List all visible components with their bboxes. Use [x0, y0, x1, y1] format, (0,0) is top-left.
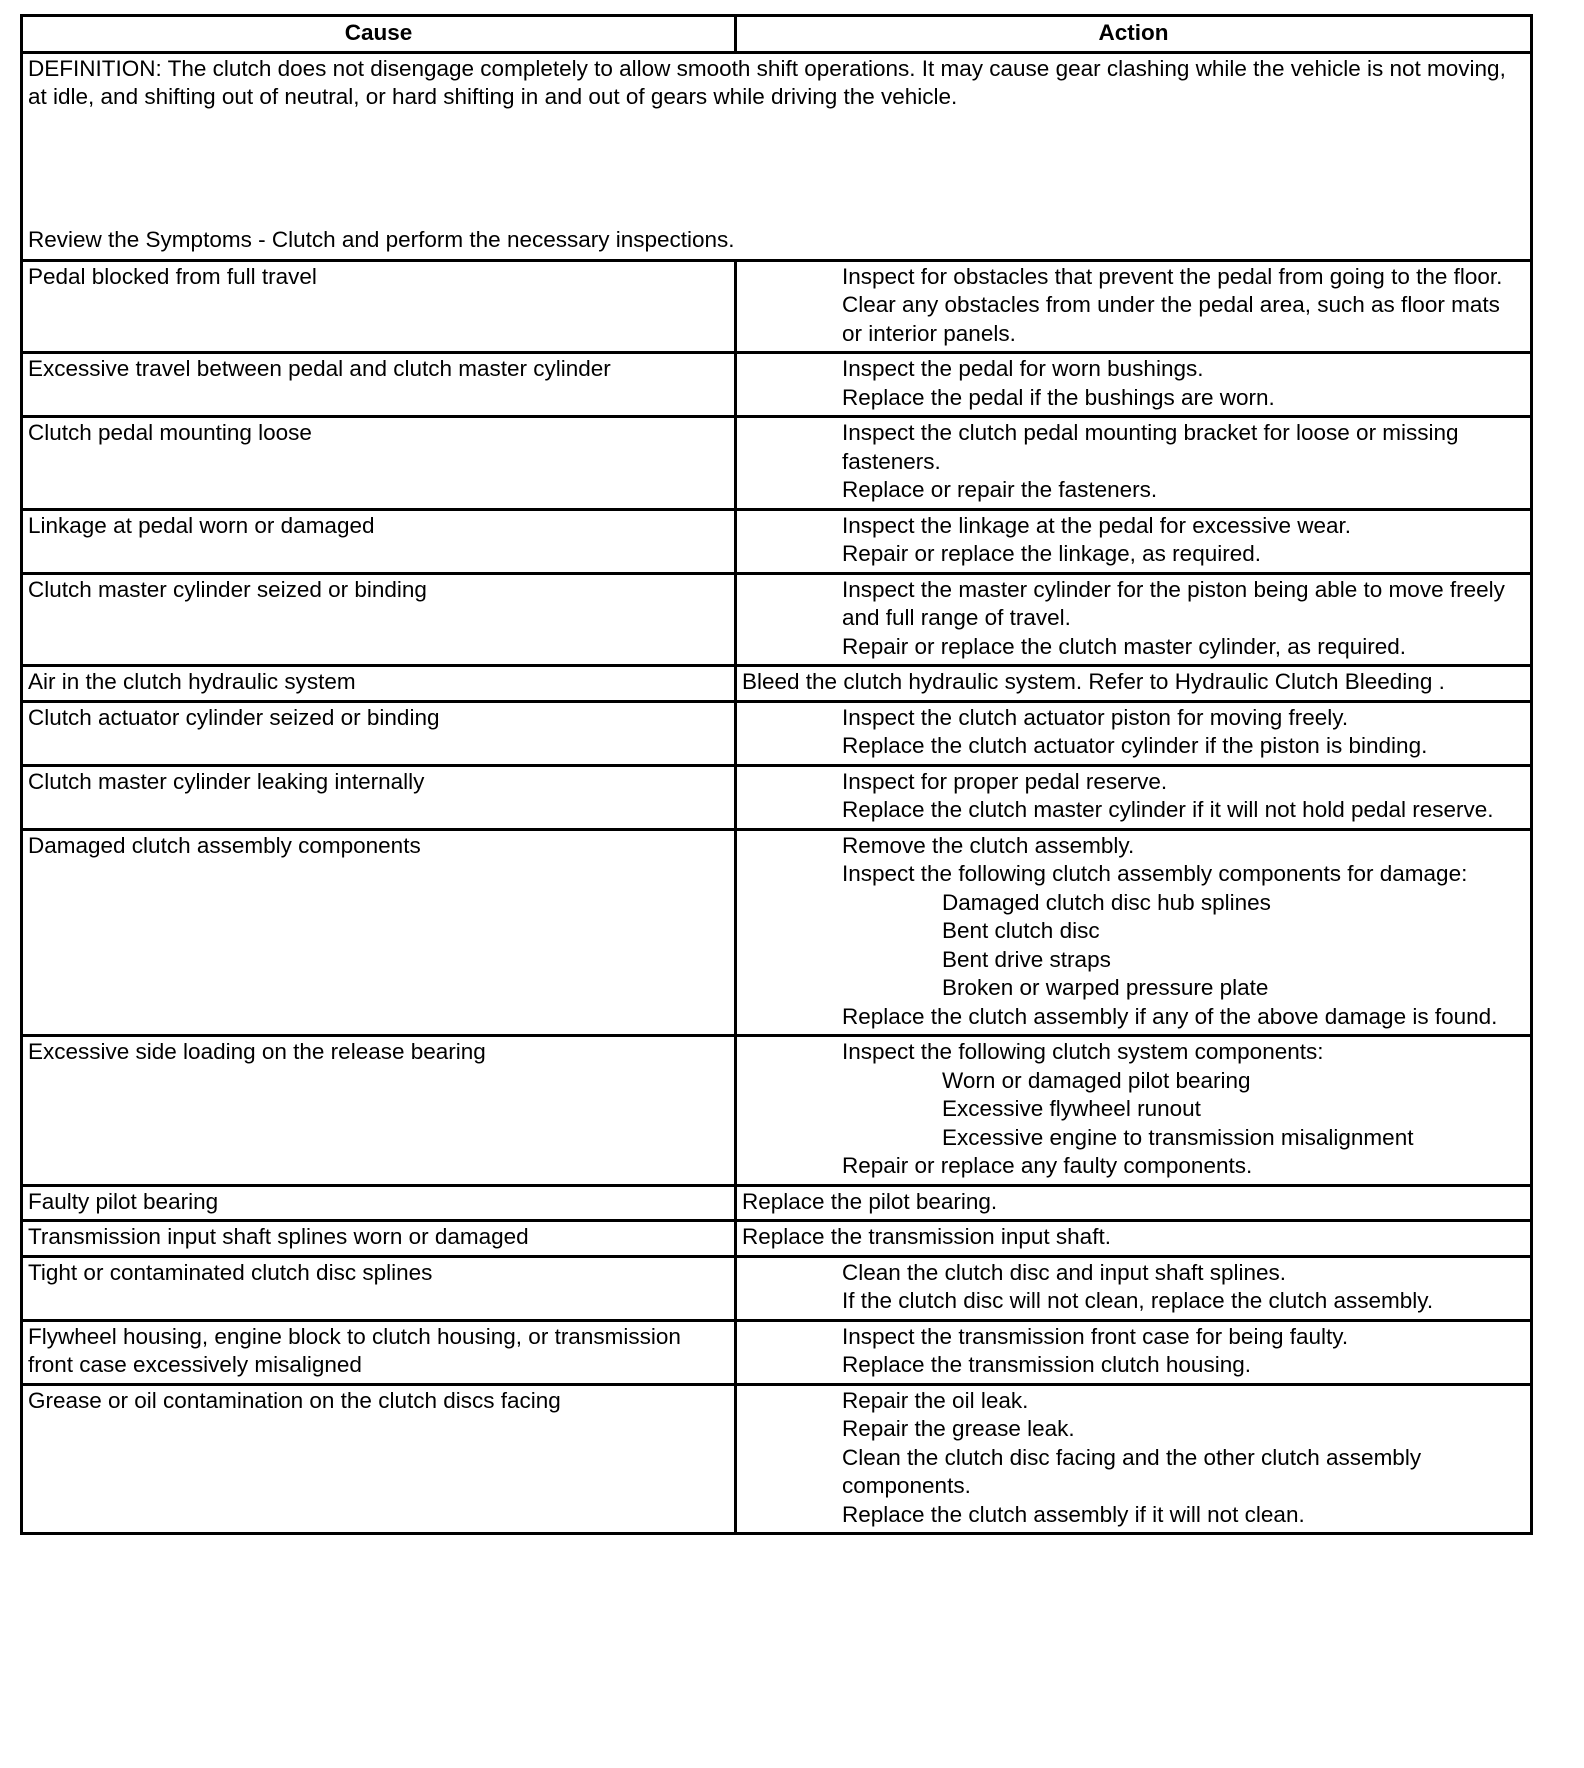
action-step: Clear any obstacles from under the pedal area, such as floor mats or interior panels.: [842, 292, 1500, 346]
action-cell: [736, 417, 1532, 510]
action-subitem: Damaged clutch disc hub splines: [942, 889, 1271, 915]
action-step: Inspect the following clutch assembly components for damage:: [842, 861, 1468, 886]
action-cell: [736, 260, 1532, 353]
action-step: Inspect the transmission front case for being faulty.: [842, 1323, 1349, 1349]
action-step: Inspect the clutch actuator piston for moving freely.: [842, 704, 1349, 730]
action-step: Remove the clutch assembly.: [842, 832, 1135, 858]
table-row: [22, 666, 1532, 702]
action-step: Inspect for obstacles that prevent the pedal from going to the floor.: [842, 263, 1503, 289]
action-cell: [736, 666, 1532, 702]
cause-cell: Clutch pedal mounting loose: [22, 417, 736, 510]
cause-cell: Transmission input shaft splines worn or damaged: [22, 1221, 736, 1257]
action-cell: [736, 509, 1532, 573]
cause-cell: Flywheel housing, engine block to clutch housing, or transmission front case excessively misaligned: [22, 1320, 736, 1384]
table-row: [22, 829, 1532, 1036]
action-step: Repair the oil leak.: [842, 1387, 1029, 1413]
table-row: [22, 509, 1532, 573]
action-subitem: Excessive flywheel runout: [942, 1096, 1201, 1121]
cause-cell: Excessive side loading on the release bearing: [22, 1036, 736, 1186]
action-subitem: Broken or warped pressure plate: [942, 975, 1269, 1000]
cause-cell: Air in the clutch hydraulic system: [22, 666, 736, 702]
table-row: [22, 1320, 1532, 1384]
table-row: [22, 701, 1532, 765]
cause-cell: Clutch master cylinder leaking internally: [22, 765, 736, 829]
action-step: Bleed the clutch hydraulic system. Refer to Hydraulic Clutch Bleeding .: [742, 669, 1445, 694]
action-step: Replace the clutch assembly if any of the above damage is found.: [842, 1003, 1498, 1029]
action-step: Replace or repair the fasteners.: [842, 477, 1158, 502]
action-step: Replace the clutch actuator cylinder if the piston is binding.: [842, 733, 1428, 758]
action-step: Inspect the master cylinder for the piston being able to move freely and full range of travel.: [842, 576, 1505, 630]
cause-cell: Grease or oil contamination on the clutch discs facing: [22, 1384, 736, 1534]
action-cell: [736, 701, 1532, 765]
action-step: Clean the clutch disc and input shaft splines.: [842, 1259, 1287, 1285]
table-row: [22, 260, 1532, 353]
table-row: [22, 417, 1532, 510]
cause-cell: Pedal blocked from full travel: [22, 260, 736, 353]
action-cell: [736, 573, 1532, 666]
action-cell: [736, 1036, 1532, 1186]
action-cell: [736, 353, 1532, 417]
table-row: [22, 1036, 1532, 1186]
action-step: Inspect the clutch pedal mounting bracket for loose or missing fasteners.: [842, 420, 1459, 474]
cause-cell: Faulty pilot bearing: [22, 1185, 736, 1221]
action-step: Replace the clutch assembly if it will not clean.: [842, 1501, 1305, 1527]
action-step: Replace the clutch master cylinder if it will not hold pedal reserve.: [842, 797, 1494, 822]
header-row: [22, 16, 1532, 53]
definition-cell: [22, 52, 1532, 260]
table-row: [22, 1256, 1532, 1320]
action-step: Inspect the pedal for worn bushings.: [842, 356, 1204, 381]
action-cell: [736, 829, 1532, 1036]
table-row: [22, 765, 1532, 829]
table-row: [22, 353, 1532, 417]
action-step: Inspect the linkage at the pedal for excessive wear.: [842, 512, 1352, 538]
action-header: Action: [736, 16, 1532, 53]
table-row: [22, 1185, 1532, 1221]
action-subitem: Bent clutch disc: [942, 918, 1100, 943]
action-subitem: Excessive engine to transmission misalignment: [942, 1124, 1414, 1150]
cause-cell: Damaged clutch assembly components: [22, 829, 736, 1036]
cause-cell: Clutch master cylinder seized or binding: [22, 573, 736, 666]
action-subitem: Worn or damaged pilot bearing: [942, 1067, 1251, 1093]
action-step: Repair or replace the linkage, as required.: [842, 541, 1261, 566]
action-step: If the clutch disc will not clean, replace the clutch assembly.: [842, 1288, 1434, 1313]
action-step: Replace the pilot bearing.: [742, 1188, 998, 1214]
cause-cell: Excessive travel between pedal and clutch master cylinder: [22, 353, 736, 417]
action-step: Repair the grease leak.: [842, 1416, 1075, 1441]
table-row: [22, 1384, 1532, 1534]
action-step: Inspect for proper pedal reserve.: [842, 768, 1168, 794]
definition-text: DEFINITION: The clutch does not disengage completely to allow smooth shift operations. It may cause gear clashing while the vehicle is not moving, at idle, and shifting out of neutral, or hard shifting in and out of gears while driving the vehicle.: [28, 55, 1506, 109]
diagnostic-table-sheet: [20, 14, 1530, 1535]
action-step: Replace the transmission clutch housing.: [842, 1352, 1251, 1377]
action-step: Repair or replace any faulty components.: [842, 1153, 1253, 1178]
table-row: [22, 573, 1532, 666]
action-step: Clean the clutch disc facing and the other clutch assembly components.: [842, 1444, 1422, 1498]
review-symptoms-text: Review the Symptoms - Clutch and perform the necessary inspections.: [28, 227, 735, 252]
action-step: Inspect the following clutch system components:: [842, 1039, 1324, 1064]
cause-cell: Clutch actuator cylinder seized or binding: [22, 701, 736, 765]
diagnostic-table: [20, 14, 1533, 1535]
cause-cell: Linkage at pedal worn or damaged: [22, 509, 736, 573]
action-cell: [736, 1221, 1532, 1257]
definition-row: [22, 52, 1532, 260]
action-step: Repair or replace the clutch master cylinder, as required.: [842, 633, 1407, 659]
action-cell: [736, 1256, 1532, 1320]
action-step: Replace the pedal if the bushings are worn.: [842, 384, 1275, 410]
action-subitem: Bent drive straps: [942, 946, 1111, 972]
action-cell: [736, 765, 1532, 829]
action-cell: [736, 1384, 1532, 1534]
action-step: Replace the transmission input shaft.: [742, 1224, 1111, 1249]
cause-header: Cause: [22, 16, 736, 53]
action-cell: [736, 1320, 1532, 1384]
action-cell: [736, 1185, 1532, 1221]
table-row: [22, 1221, 1532, 1257]
cause-cell: Tight or contaminated clutch disc splines: [22, 1256, 736, 1320]
